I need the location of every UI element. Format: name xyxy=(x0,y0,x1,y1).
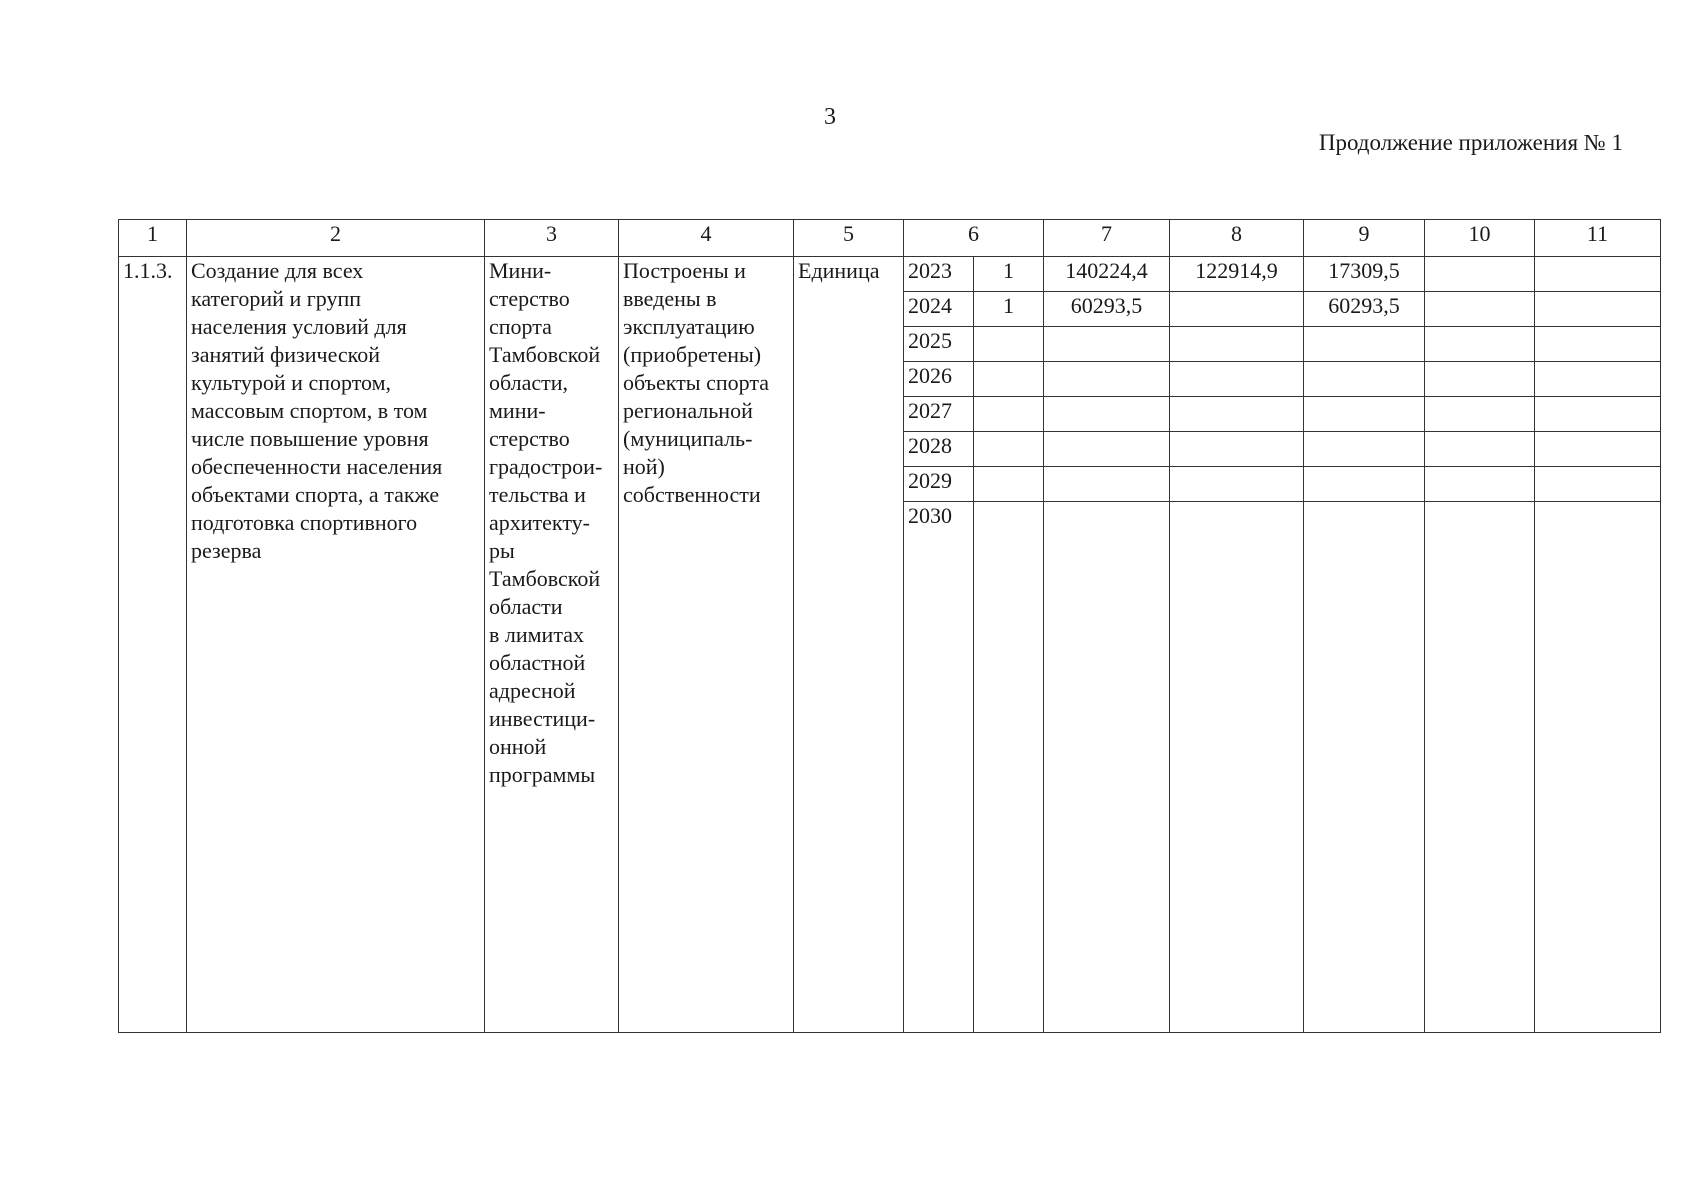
row-result: Построены и введены в эксплуатацию (приобретены) объекты спорта региональной (муниципаль- ной) собственности xyxy=(619,257,794,1033)
col11-cell xyxy=(1535,397,1661,432)
col11-cell xyxy=(1535,502,1661,1033)
col9-cell xyxy=(1304,432,1425,467)
header-col-6: 6 xyxy=(904,220,1044,257)
col8-cell xyxy=(1170,397,1304,432)
col10-cell xyxy=(1425,502,1535,1033)
qty-cell xyxy=(974,467,1044,502)
year-cell: 2023 xyxy=(904,257,974,292)
header-col-4: 4 xyxy=(619,220,794,257)
continuation-label: Продолжение приложения № 1 xyxy=(1318,130,1623,155)
col8-cell xyxy=(1170,502,1304,1033)
col9-cell: 60293,5 xyxy=(1304,292,1425,327)
col7-cell xyxy=(1044,362,1170,397)
col8-cell xyxy=(1170,292,1304,327)
table-row xyxy=(119,257,1661,292)
col9-cell xyxy=(1304,362,1425,397)
qty-cell xyxy=(974,362,1044,397)
col8-cell xyxy=(1170,362,1304,397)
col7-cell xyxy=(1044,502,1170,1033)
col10-cell xyxy=(1425,362,1535,397)
row-name: Создание для всех категорий и групп населения условий для занятий физической культурой и спортом, массовым спортом, в том числе повышение уровня обеспеченности населения объектами спорта, а также подготовка спортивного резерва xyxy=(187,257,485,1033)
col11-cell xyxy=(1535,362,1661,397)
row-executor: Мини- стерство спорта Тамбовской области, мини- стерство градострои- тельства и архитекту- ры Тамбовской области в лимитах областной адресной инвестици- онной программы xyxy=(485,257,619,1033)
row-code: 1.1.3. xyxy=(119,257,187,1033)
header-col-1: 1 xyxy=(119,220,187,257)
qty-cell xyxy=(974,397,1044,432)
col11-cell xyxy=(1535,257,1661,292)
col9-cell: 17309,5 xyxy=(1304,257,1425,292)
header-col-7: 7 xyxy=(1044,220,1170,257)
header-col-2: 2 xyxy=(187,220,485,257)
header-row xyxy=(119,220,1661,257)
year-cell: 2026 xyxy=(904,362,974,397)
header-col-8: 8 xyxy=(1170,220,1304,257)
header-col-11: 11 xyxy=(1535,220,1661,257)
qty-cell xyxy=(974,502,1044,1033)
header-col-10: 10 xyxy=(1425,220,1535,257)
col11-cell xyxy=(1535,292,1661,327)
year-cell: 2030 xyxy=(904,502,974,1033)
col11-cell xyxy=(1535,467,1661,502)
col7-cell: 140224,4 xyxy=(1044,257,1170,292)
col7-cell xyxy=(1044,432,1170,467)
year-cell: 2027 xyxy=(904,397,974,432)
col10-cell xyxy=(1425,327,1535,362)
col7-cell xyxy=(1044,467,1170,502)
row-unit: Единица xyxy=(794,257,904,1033)
col9-cell xyxy=(1304,467,1425,502)
qty-cell xyxy=(974,327,1044,362)
year-cell: 2025 xyxy=(904,327,974,362)
qty-cell: 1 xyxy=(974,292,1044,327)
col8-cell: 122914,9 xyxy=(1170,257,1304,292)
col8-cell xyxy=(1170,327,1304,362)
col9-cell xyxy=(1304,502,1425,1033)
qty-cell: 1 xyxy=(974,257,1044,292)
header-col-9: 9 xyxy=(1304,220,1425,257)
col10-cell xyxy=(1425,292,1535,327)
col8-cell xyxy=(1170,432,1304,467)
col10-cell xyxy=(1425,397,1535,432)
year-cell: 2024 xyxy=(904,292,974,327)
col7-cell: 60293,5 xyxy=(1044,292,1170,327)
col7-cell xyxy=(1044,397,1170,432)
col11-cell xyxy=(1535,432,1661,467)
col10-cell xyxy=(1425,257,1535,292)
year-cell: 2029 xyxy=(904,467,974,502)
data-table xyxy=(118,219,1661,1033)
header-col-3: 3 xyxy=(485,220,619,257)
header-col-5: 5 xyxy=(794,220,904,257)
year-cell: 2028 xyxy=(904,432,974,467)
col9-cell xyxy=(1304,397,1425,432)
page-number: 3 xyxy=(824,104,836,130)
col10-cell xyxy=(1425,467,1535,502)
qty-cell xyxy=(974,432,1044,467)
col7-cell xyxy=(1044,327,1170,362)
col10-cell xyxy=(1425,432,1535,467)
col9-cell xyxy=(1304,327,1425,362)
col8-cell xyxy=(1170,467,1304,502)
col11-cell xyxy=(1535,327,1661,362)
